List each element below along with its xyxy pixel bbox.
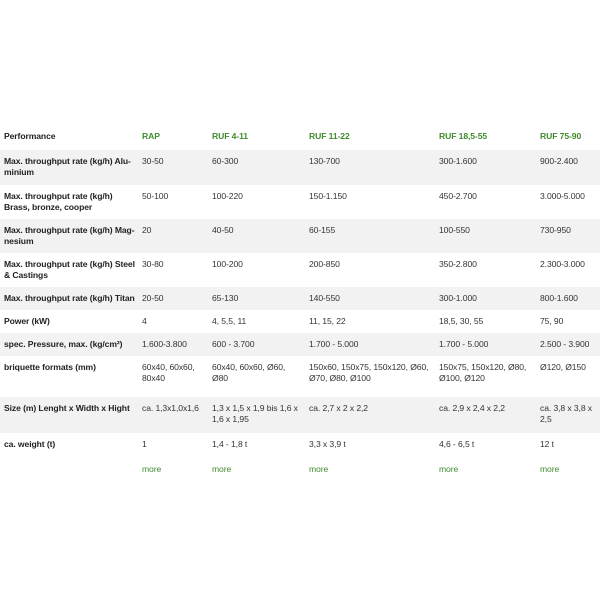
header-performance: Performance	[0, 124, 138, 150]
table-row	[0, 185, 600, 219]
table-row	[0, 287, 600, 310]
table-cell: 1.600-3.800	[138, 333, 208, 356]
table-cell: 100-550	[435, 219, 536, 253]
table-cell: 12 t	[536, 433, 600, 456]
header-model-ruf-18-55: RUF 18,5-55	[435, 124, 536, 150]
table-cell: 800-1.600	[536, 287, 600, 310]
table-row	[0, 433, 600, 456]
table-cell: 600 - 3.700	[208, 333, 305, 356]
more-links-row	[0, 456, 600, 482]
more-link[interactable]: more	[439, 464, 459, 474]
table-cell: 900-2.400	[536, 150, 600, 185]
table-cell: Ø120, Ø150	[536, 356, 600, 397]
table-cell: ca. 2,7 x 2 x 2,2	[305, 397, 435, 433]
table-cell: 20	[138, 219, 208, 253]
row-label: Size (m) Lenght x Width x Hight	[0, 397, 138, 433]
table-cell: 50-100	[138, 185, 208, 219]
table-cell: 450-2.700	[435, 185, 536, 219]
table-cell: 350-2.800	[435, 253, 536, 287]
table-cell: 11, 15, 22	[305, 310, 435, 333]
table-cell: 140-550	[305, 287, 435, 310]
more-link[interactable]: more	[309, 464, 329, 474]
more-link-cell	[138, 456, 208, 482]
table-cell: ca. 2,9 x 2,4 x 2,2	[435, 397, 536, 433]
table-cell: 150x75, 150x120, Ø80, Ø100, Ø120	[435, 356, 536, 397]
table-cell: 3,3 x 3,9 t	[305, 433, 435, 456]
table-row	[0, 333, 600, 356]
table-cell: 1.700 - 5.000	[305, 333, 435, 356]
table-cell: 100-220	[208, 185, 305, 219]
more-link-cell	[536, 456, 600, 482]
table-body	[0, 150, 600, 482]
row-label: Max. throughput rate (kg/h) Alu-minium	[0, 150, 138, 185]
table-row	[0, 397, 600, 433]
table-cell: 18,5, 30, 55	[435, 310, 536, 333]
more-link[interactable]: more	[212, 464, 232, 474]
table-cell: 1	[138, 433, 208, 456]
performance-table	[0, 124, 600, 482]
table-cell: 2.300-3.000	[536, 253, 600, 287]
more-link-cell	[435, 456, 536, 482]
table-cell: 4, 5,5, 11	[208, 310, 305, 333]
header-model-ruf-4-11: RUF 4-11	[208, 124, 305, 150]
header-model-ruf-75-90: RUF 75-90	[536, 124, 600, 150]
more-link-cell	[208, 456, 305, 482]
header-model-rap: RAP	[138, 124, 208, 150]
table-cell: 60-300	[208, 150, 305, 185]
table-cell: 130-700	[305, 150, 435, 185]
table-cell: 1,4 - 1,8 t	[208, 433, 305, 456]
table-cell: 150x60, 150x75, 150x120, Ø60, Ø70, Ø80, Ø100	[305, 356, 435, 397]
row-label: Max. throughput rate (kg/h) Brass, bronze, cooper	[0, 185, 138, 219]
empty-cell	[0, 456, 138, 482]
table-cell: 75, 90	[536, 310, 600, 333]
table-cell: 4,6 - 6,5 t	[435, 433, 536, 456]
table-cell: 1,3 x 1,5 x 1,9 bis 1,6 x 1,6 x 1,95	[208, 397, 305, 433]
row-label: Max. throughput rate (kg/h) Steel & Castings	[0, 253, 138, 287]
table-cell: 730-950	[536, 219, 600, 253]
table-row	[0, 150, 600, 185]
row-label: briquette formats (mm)	[0, 356, 138, 397]
table-cell: 40-50	[208, 219, 305, 253]
table-cell: 30-50	[138, 150, 208, 185]
header-model-ruf-11-22: RUF 11-22	[305, 124, 435, 150]
table-cell: 100-200	[208, 253, 305, 287]
table-row	[0, 310, 600, 333]
table-cell: ca. 1,3x1,0x1,6	[138, 397, 208, 433]
table-cell: 300-1.000	[435, 287, 536, 310]
table-cell: 2.500 - 3.900	[536, 333, 600, 356]
row-label: ca. weight (t)	[0, 433, 138, 456]
more-link[interactable]: more	[540, 464, 560, 474]
table-cell: 200-850	[305, 253, 435, 287]
table-cell: ca. 3,8 x 3,8 x 2,5	[536, 397, 600, 433]
more-link-cell	[305, 456, 435, 482]
table-cell: 300-1.600	[435, 150, 536, 185]
row-label: Max. throughput rate (kg/h) Titan	[0, 287, 138, 310]
row-label: spec. Pressure, max. (kg/cm²)	[0, 333, 138, 356]
table-cell: 60x40, 60x60, Ø60, Ø80	[208, 356, 305, 397]
table-cell: 4	[138, 310, 208, 333]
table-row	[0, 219, 600, 253]
table-cell: 3.000-5.000	[536, 185, 600, 219]
performance-table-container	[0, 124, 600, 482]
table-cell: 1.700 - 5.000	[435, 333, 536, 356]
row-label: Max. throughput rate (kg/h) Mag-nesium	[0, 219, 138, 253]
table-cell: 150-1.150	[305, 185, 435, 219]
more-link[interactable]: more	[142, 464, 162, 474]
table-row	[0, 356, 600, 397]
table-cell: 60x40, 60x60, 80x40	[138, 356, 208, 397]
row-label: Power (kW)	[0, 310, 138, 333]
table-cell: 60-155	[305, 219, 435, 253]
table-row	[0, 253, 600, 287]
table-header-row	[0, 124, 600, 150]
table-cell: 30-80	[138, 253, 208, 287]
table-cell: 20-50	[138, 287, 208, 310]
table-cell: 65-130	[208, 287, 305, 310]
